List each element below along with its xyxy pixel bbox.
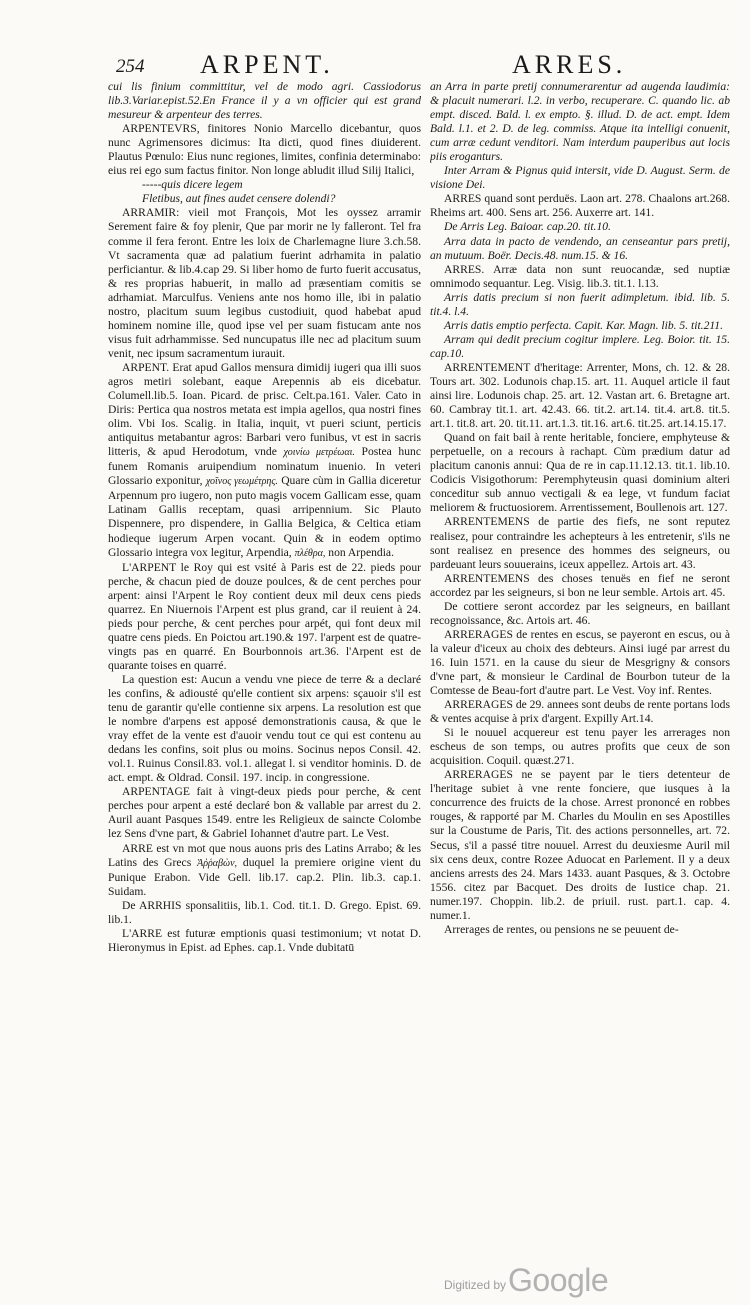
paragraph: cui lis finium committitur, vel de modo agri. Cassiodorus lib.3.Variar.epist.52.En France il y a vn officier qui est grand mesureur & arpenteur des terres. <box>108 80 421 122</box>
paragraph: Arris datis precium si non fuerit adimpletum. ibid. lib. 5. tit.4. l.4. <box>430 290 730 318</box>
paragraph: De ARRHIS sponsalitiis, lib.1. Cod. tit.1. D. Grego. Epist. 69. lib.1. <box>108 898 421 926</box>
paragraph: Arrerages de rentes, ou pensions ne se peuuent de- <box>444 922 679 936</box>
paragraph: ARPENTAGE fait à vingt-deux pieds pour perche, & cent perches pour arpent a esté declaré bon & vallable par arrest du 2. Auril auant Pasques 1549. entre les Religieux de saincte Colombe lez Sens d'vne part, & Gabriel Iohannet d'autre part. Le Vest. <box>108 785 421 841</box>
paragraph: De Arris Leg. Baioar. cap.20. tit.10. <box>444 220 611 234</box>
paragraph: ARRENTEMENS des choses tenuës en fief ne seront accordez par les seigneurs, si bon ne leur semble. Artois art. 45. <box>430 571 730 599</box>
digitized-watermark <box>444 1262 734 1298</box>
paragraph: Si le nouuel acquereur est tenu payer les arrerages non escheus de son temps, ou autres profits que ceux de son acquisition. Coquil. quæst.271. <box>430 726 730 768</box>
verse-line: -----quis dicere legem <box>142 178 243 192</box>
paragraph: ARRES. Arræ data non sunt reuocandæ, sed nuptiæ omnimodo sequantur. Leg. Visig. lib.3. tit.1. l.13. <box>430 262 730 290</box>
verse-line: Fletibus, aut fines audet censere dolendi? <box>142 192 336 206</box>
paragraph: Arram qui dedit precium cogitur implere. Leg. Boior. tit. 15. cap.10. <box>430 332 730 360</box>
paragraph <box>108 842 421 899</box>
paragraph: ARRES quand sont perduës. Laon art. 278. Chaalons art.268. Rheims art. 400. Sens art. 256. Auxerre art. 141. <box>430 192 730 220</box>
right-column <box>430 80 730 1260</box>
paragraph: ARRERAGES de 29. annees sont deubs de rente portans lods & ventes acquise à prix d'argent. Expilly Art.14. <box>430 698 730 726</box>
text-run: ARRE est vn mot que nous auons pris des Latins Arrabo; & les Latins des Grecs <box>108 841 421 869</box>
greek-text: πλέθρα, <box>294 547 326 559</box>
page-number: 254 <box>116 56 145 77</box>
paragraph: De cottiere seront accordez par les seigneurs, en baillant recognoissance, &c. Artois art. 46. <box>430 599 730 627</box>
text-run: duquel la premiere origine vient du Punique Erabon. Vide Gell. lib.17. cap.2. Plin. lib.3. cap.1. Suidam. <box>108 855 421 898</box>
paragraph: L'ARPENT le Roy qui est vsité à Paris est de 22. pieds pour perche, & chacun pied de douze poulces, & de cent perches pour arpent: ainsi l'Arpent le Roy contient deux mil deux cens pieds quarrez. En Niuernois l'Arpent est plus grand, car il reuient à 24. pieds pour perche, & cent perches pour arpét, qui font deux mil quatre cens pieds. En Poictou art.190.& 197. l'arpent est de quatre-vingts pas en quarré. En Bourbonnois art.36. l'Arpent est de quarante toises en quarré. <box>108 560 421 672</box>
paragraph: Arra data in pacto de vendendo, an censeantur pars pretij, an mutuum. Boër. Decis.48. num.15. & 16. <box>430 234 730 262</box>
paragraph: ARRAMIR: vieil mot François, Mot les oyssez arramir Serement faire & foy plenir, Que par morir ne ly falleront. Tel fra comme il fera feront. Entre les loix de Charlemagne liure 3.ch.58. Vt sacramenta quæ ad palatium fuerint adrhamita in palatio perficiantur. & lib.4.cap 29. Si liber homo de furto fuerit accusatus, & res proprias habuerit, in mallo ad præsentiam comitis se adrhamiat. Marculfus. Veniens ante nos homo ille, ibi in palatio nostro, placitum suum legibus custodiuit, quod habebat apud hominem nomine ille, quod ipse vel per suam fistucam ante nos visus fuit adrhammisse. Sed nuncupatus ille nec ad placitum suum venit, nec ipsum sacramentum iurauit. <box>108 206 421 360</box>
paragraph: ARRERAGES de rentes en escus, se payeront en escus, ou à la valeur d'iceux au choix des debteurs. Ainsi iugé par arrest du 16. Iuin 1571. en la cause du sieur de Mesgrigny & consors d'vne part, & monsieur le Cardinal de Bourbon tuteur de la Comtesse de Beau-fort d'autre part. Le Vest. Voy inf. Rentes. <box>430 627 730 698</box>
text-run: non Arpendia. <box>328 545 394 559</box>
running-head-left: ARPENT. <box>200 50 334 79</box>
running-head-right: ARRES. <box>512 50 627 79</box>
page-header <box>80 50 730 80</box>
paragraph: an Arra in parte pretij connumerarentur ad augenda laudimia: & placuit numerari. l.2. in verbo, recuperare. C. quando lic. ab empt. disced. Bald. l. ex empto. §. illud. D. de act. empt. Idem Bald. l.1. et 2. D. de leg. commiss. Atque ita intelligi conuenit, cum arræ cedunt venditori. Nam interdum pauperibus aut locis piis eroganturs. <box>430 80 730 164</box>
text-run: Postea hunc funem Romanis aruipendium nominatum inuenio. In veteri Glossario exponitur, <box>108 445 421 488</box>
greek-text: Ἀῤῥαβὼν, <box>197 857 238 869</box>
paragraph: Inter Arram & Pignus quid intersit, vide D. August. Serm. de visione Dei. <box>430 164 730 192</box>
text-run: ARPENT. Erat apud Gallos mensura dimidij iugeri qua illi suos agros metiri solebant, eaque Arepennis ab eis dicebatur. Columell.lib.5. Ioan. Picard. de prisc. Celt.pa.161. Valer. Cato in Diris: Pertica qua nostros metata est impia agellos, qua nostri fines olim. Vbi Ios. Scalig. in Italia, inquit, vt pueri sciunt, perticis antiquitus metabantur agros: Barbari vero funibus, vt est in sacris litteris, & apud Herodotum, vnde <box>108 360 421 459</box>
paragraph: ARPENTEVRS, finitores Nonio Marcello dicebantur, quos nunc Agrimensores dicimus: Ita dicti, quod fines diuiderent. Plautus Pœnulo: Eius nunc regiones, limites, confinia determinabo: eius rei ego sum factus finitor. Non longe abludit illud Silij Italici, <box>108 122 421 178</box>
paragraph: Quand on fait bail à rente heritable, fonciere, emphyteuse & perpetuelle, on a recours à rachapt. Cùm prædium datur ad placitum canonis annui: Qua de re in cap.11.12.13. tit.1. lib.10. Codicis Visigothorum: Peremphyteusin quasi dominium alteri conceditur sub annuo vectigali & ea lege, vt fundum faciat meliorem & fructuosiorem. Arrentissement, Boullenois art. 127. <box>430 431 730 515</box>
paragraph: ARRERAGES ne se payent par le tiers detenteur de l'heritage subiet à vne rente fonciere, que iusques à la concurrence des fruicts de la chose. Arrest prononcé en robbes rouges, & rapporté par M. Charles du Moulin en ses Apostilles sur la Coustume de Paris, Tit. des actions personnelles, art. 72. Secus, s'il a passé titre nouuel. Arrest du deuxiesme Auril mil six cens deux, contre Rozee Aduocat en Parlement. Il y a deux anciens arrests des 24. Mars 1433. auant Pasques, & 3. Octobre 1556. citez par Bacquet. Des droits de Iustice chap. 21. numer.197. Choppin. lib.2. de priuil. rust. part.1. cap. 4. numer.1. <box>430 768 730 922</box>
text-run: Quare cùm in Gallia diceretur Arpennum pro iugero, non puto magis vocem Gallicam esse, quam Latinam Gallis receptam, quasi arripennium. Sic Plauto Dispennere, pro dispendere, in Gallia Belgica, & Celtica etiam hodieque iugerum Arpen vocant. Quin & in eodem optimo Glossario integra vox legitur, Arpendia, <box>108 474 421 559</box>
greek-text: χοῖνος γεωμέτρης. <box>205 476 278 488</box>
paragraph: L'ARRE est futuræ emptionis quasi testimonium; vt notat D. Hieronymus in Epist. ad Ephes. cap.1. Vnde dubitatū <box>108 926 421 954</box>
paragraph: Arris datis emptio perfecta. Capit. Kar. Magn. lib. 5. tit.211. <box>444 318 724 332</box>
left-column <box>108 80 421 1260</box>
digitized-label: Digitized by <box>444 1278 507 1292</box>
paragraph: ARRENTEMENT d'heritage: Arrenter, Mons, ch. 12. & 28. Tours art. 302. Lodunois chap.15. art. 11. Auquel article il faut ainsi lire. Lodunois chap. 25. art. 12. Vastan art. 6. Bretagne art. 60. Cambray tit.1. art. 42.43. 66. tit.2. art.14. tit.4. art.8. tit.5. art.1. tit.8. art. 20. tit.11. art.1.3. tit.16. art.6. tit.25. art.14.15.17. <box>430 360 730 431</box>
greek-text: χοινίω μετρέωαι. <box>283 447 355 459</box>
paragraph <box>108 361 421 561</box>
paragraph: ARRENTEMENS de partie des fiefs, ne sont reputez realisez, pour contraindre les achepteurs à les entretenir, s'ils ne sont realisez en presence des hommes des seigneurs, ou pardeuant leurs souuerains, iceux appellez. Artois art. 43. <box>430 515 730 571</box>
paragraph: La question est: Aucun a vendu vne piece de terre & a declaré les confins, & adiousté qu'elle contient six arpens: sçauoir s'il est tenu de garantir qu'elle contienne six arpens. La resolution est que le nombre d'arpens est apposé demonstrationis causa, & que le vray effet de la vente est d'auoir vendu tout ce qui est contenu au dedans les confins, soit plus ou moins. Socinus nepos Consil. 42. vol.1. Ruinus Consil.83. vol.1. allegat l. si venditor hominis. D. de act. empt. & Oldrad. Consil. 197. incip. in congressione. <box>108 672 421 785</box>
google-logo: Google <box>508 1262 609 1298</box>
